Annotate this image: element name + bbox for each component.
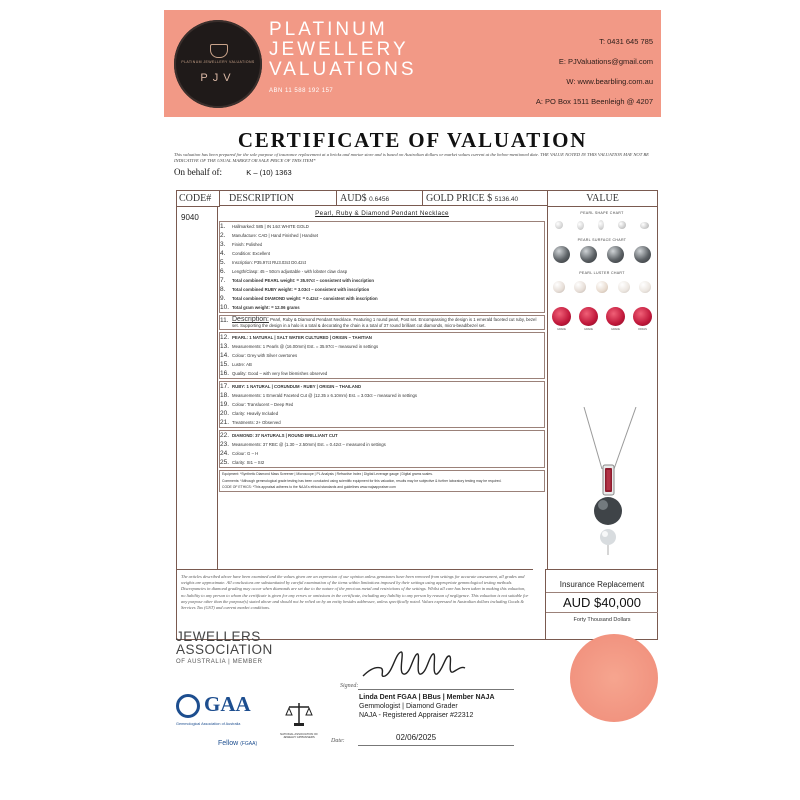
row-text: Colour: Translucent – Deep Red [232, 402, 294, 407]
row-text: DIAMOND: 37 NATURALS | ROUND BRILLIANT CUT [232, 433, 338, 438]
row-number: 25. [220, 459, 230, 466]
list-item [220, 258, 544, 267]
row-number: 20. [220, 410, 230, 417]
valuation-table [176, 190, 658, 640]
white-pearl-icon [553, 281, 565, 293]
logo-ring-text: PLATINUM JEWELLERY VALUATIONS [181, 60, 255, 64]
row-number: 3. [220, 241, 226, 248]
bottom-disclaimer: The articles described above have been examined and the values given are an expression of our opinion unless gemstones have been removed from settings for accurate assessment, all grades and weights are approximate. All conclusions are substantiated by careful examination of the items within limitations imposed by their settings using appropriate gemmological testing methods. Discrepancies in diamond grading may occur when diamonds are set due to the nature of the precious metal and restrictions of the settings. Whilst all care has been taken in making this valuation, no liability to any person to whom the certificate is given for any errors or omissions in the certificate, including any liability to any person by reason of negligence. This valuation is not suitable for any purpose other than the purpose(s) stated above and should not be relied on by an entity besides addressee, unless specifically noted. Values expressed in Australian dollars including Goods & Services Tax (GST) and current market conditions. [177, 569, 533, 638]
row-text: Colour: Grey with Silver overtones [232, 353, 298, 358]
row-number: 2. [220, 232, 226, 239]
list-item [220, 369, 544, 378]
naja-logo [276, 700, 322, 740]
list-item [220, 458, 544, 467]
row-text: Finish: Polished [232, 242, 263, 247]
row-number: 7. [220, 277, 226, 284]
pearl-group [219, 332, 545, 379]
row-number: 22. [220, 432, 230, 439]
ruby-label: GRADE [557, 328, 566, 331]
description-group [219, 315, 545, 330]
ruby-label: GRADE [584, 328, 593, 331]
brand-line: VALUATIONS [269, 59, 417, 80]
row-text: Lustre: AB [232, 362, 252, 367]
pearl-luster-chart [548, 281, 656, 293]
white-pearl-icon [639, 281, 651, 293]
list-item [220, 240, 544, 249]
white-pearl-icon [596, 281, 608, 293]
row-text: Treatments: 2+ Observed [232, 420, 281, 425]
fellow-sub: (FGAA) [240, 741, 258, 747]
col-aud [337, 191, 423, 206]
ruby-label: ORIGIN [638, 328, 647, 331]
white-pearl-icon [574, 281, 586, 293]
row-text: Measurements: 1 Emerald Faceted Cut @ (12.35 x 6.10mm) Est. = 3.03ct – measured in settings [232, 393, 418, 398]
divider [217, 206, 218, 569]
signer-registration: NAJA - Registered Appraiser #22312 [359, 712, 474, 719]
ruby-group [219, 381, 545, 428]
row-number: 21. [220, 419, 230, 426]
row-text: Total combined RUBY weight: = 3.03ct – consistent with inscription [232, 287, 370, 292]
fellow-label [218, 740, 257, 747]
list-item [220, 231, 544, 240]
ruby-icon [633, 307, 652, 326]
row-text: Total gram weight: = 12.06 grams [232, 305, 300, 310]
jewellers-association-logo [176, 630, 273, 669]
contact-address: A: PO Box 1511 Beenleigh @ 4207 [535, 97, 653, 106]
on-behalf-of [174, 167, 292, 177]
diamond-group [219, 430, 545, 468]
description-body: Pearl, Ruby & Diamond Pendant Necklace. Featuring 1 round pearl, Post set. Encompassing the design is 1 emerald faceted cut ruby, bezel set. Supporting the design in a halo is a total & decorating the chain is a total of 37 round brilliant cut diamonds, micro-bead/bezel set. [232, 317, 537, 328]
contact-web: W: www.bearbling.com.au [566, 77, 653, 86]
pearl-icon [618, 221, 626, 229]
row-number: 24. [220, 450, 230, 457]
description-caption: Description: [232, 316, 269, 323]
row-text: Measurements: 37 RBC @ (1.30 – 2.50mm) Est. = 0.42ct – measured in settings [232, 442, 386, 447]
row-text: Hallmarked: 585 | IN 14ct WHITE GOLD [232, 224, 309, 229]
ja-sub: OF AUSTRALIA | MEMBER [176, 659, 263, 665]
insurance-amount: AUD $40,000 [546, 592, 658, 613]
behalf-value: K – (10) 1363 [246, 168, 292, 177]
row-number: 18. [220, 392, 230, 399]
gaa-sub: Gemmological Association of Australia [176, 722, 241, 726]
pearl-shape-chart-title: PEARL SHAPE CHART [580, 211, 624, 215]
embossed-seal [570, 634, 658, 722]
general-group [219, 221, 545, 313]
list-item [220, 333, 544, 342]
tahitian-pearl-icon [553, 246, 570, 263]
pearl-shape-chart [548, 218, 656, 232]
col-code: CODE# [177, 191, 220, 207]
tahitian-pearl-icon [580, 246, 597, 263]
row-text: RUBY: 1 NATURAL | CORUNDUM - RUBY | ORIGIN – THAILAND [232, 384, 362, 389]
contact-phone: T: 0431 645 785 [599, 37, 653, 46]
item-attributes [219, 221, 545, 494]
ruby-chart [548, 307, 656, 326]
pearl-surface-chart-title: PEARL SURFACE CHART [577, 238, 627, 242]
row-text: Clarity: SI1 – SI2 [232, 460, 265, 465]
list-item [220, 267, 544, 276]
row-number: 13. [220, 343, 230, 350]
item-title: Pearl, Ruby & Diamond Pendant Necklace [315, 210, 449, 217]
signature-image [359, 646, 469, 686]
certificate-page [164, 10, 661, 752]
row-number: 14. [220, 352, 230, 359]
contact-block [463, 32, 653, 112]
ruby-icon [552, 307, 571, 326]
col-description: DESCRIPTION [219, 191, 337, 206]
row-text: Total combined PEARL weight: = 35.97ct – consistent with inscription [232, 278, 375, 283]
list-item [220, 316, 544, 329]
row-text: Condition: Excellent [232, 251, 270, 256]
ruby-icon [579, 307, 598, 326]
row-number: 8. [220, 286, 226, 293]
list-item [220, 418, 544, 427]
list-item [220, 440, 544, 449]
date-label: Date: [331, 738, 345, 744]
row-text: Length/Clasp: 45 – 50cm adjustable - with lobster claw clasp [232, 269, 348, 274]
row-number: 5. [220, 259, 226, 266]
pearl-icon [577, 221, 584, 230]
gold-value: 5136.40 [494, 196, 519, 203]
description-text [232, 316, 544, 329]
row-text: PEARL: 1 NATURAL | SALT WATER CULTURED | ORIGIN – TAHITIAN [232, 335, 372, 340]
scales-icon [285, 700, 313, 728]
list-item [220, 449, 544, 458]
date-line [358, 745, 514, 746]
insurance-label: Insurance Replacement [559, 580, 645, 589]
aud-label: AUD$ [340, 193, 367, 204]
ruby-label: GRADE [611, 328, 620, 331]
pearl-icon [555, 221, 563, 229]
header-band [164, 10, 661, 117]
top-disclaimer: This valuation has been prepared for the sole purpose of insurance replacement at a bricks and mortar store and is based on Australian dollars or market values current at the below-mentioned date. THE VALUE NOTED IN THIS VALUATION MAY NOT BE INDICATIVE OF THE USUAL MARKET OR SALE PRICE OF THIS ITEM* [174, 152, 649, 163]
gaa-text: GAA [204, 692, 251, 716]
equipment-note: Equipment: *Synthetic Diamond Mass Screener | Microscope | PL Analysis | Refractive Index | Digital Leverage gauge | Digital grams scales. [222, 472, 433, 476]
list-item [220, 431, 544, 440]
row-number: 15. [220, 361, 230, 368]
signer-role: Gemmologist | Diamond Grader [359, 703, 458, 710]
ruby-icon [606, 307, 625, 326]
row-number: 10. [220, 304, 230, 311]
brand-line: JEWELLERY [269, 39, 409, 60]
row-text: Manufacture: CAD | Hand Finished | Handset [232, 233, 319, 238]
col-value: VALUE [548, 191, 657, 207]
row-number: 16. [220, 370, 230, 377]
insurance-words: Forty Thousand Dollars [573, 617, 631, 623]
row-number: 4. [220, 250, 226, 257]
fellow-text: Fellow [218, 740, 239, 747]
list-item [220, 303, 544, 312]
list-item [220, 222, 544, 231]
ruby-chart-labels [548, 328, 656, 331]
comments-note: Comments: *Although gemmological grade testing has been conducted using scientific equipment for this valuation, results may be subjective & further laboratory testing may be required. [222, 478, 502, 483]
pendant-necklace-image [578, 407, 638, 567]
pearl-icon [640, 222, 649, 229]
list-item [220, 276, 544, 285]
signer-name: Linda Dent FGAA | BBus | Member NAJA [359, 694, 495, 701]
signed-label: Signed: [340, 683, 359, 689]
list-item [220, 351, 544, 360]
value-column [548, 207, 656, 569]
ja-line: JEWELLERS [176, 629, 261, 644]
insurance-box [545, 569, 658, 639]
list-item [220, 391, 544, 400]
pjv-logo [174, 20, 262, 108]
gem-icon [210, 44, 228, 58]
list-item [220, 409, 544, 418]
pearl-luster-chart-title: PEARL LUSTER CHART [579, 271, 625, 275]
signer-block [359, 693, 495, 720]
row-number: 12. [220, 334, 230, 341]
col-gold-price [423, 191, 548, 206]
notes-group [219, 470, 545, 492]
row-text: Total combined DIAMOND weight: = 0.42ct – consistent with inscription [232, 296, 378, 301]
row-text: Colour: G – H [232, 451, 259, 456]
tahitian-pearl-icon [607, 246, 624, 263]
tahitian-pearl-icon [634, 246, 651, 263]
row-number: 1. [220, 223, 226, 230]
list-item [220, 294, 544, 303]
naja-label: NATIONAL ASSOCIATION OF JEWELRY APPRAISERS [280, 732, 318, 740]
brand-name [269, 20, 469, 80]
row-number: 9. [220, 295, 226, 302]
abn-number: ABN 11 588 192 157 [269, 88, 334, 94]
row-number: 11. [220, 317, 229, 324]
ja-line: ASSOCIATION [176, 642, 273, 657]
list-item [220, 400, 544, 409]
ethics-note: CODE OF ETHICS: *This appraisal adheres to the NAJA's ethical standards and guidelines www.najaappraiser.com [222, 485, 396, 490]
contact-email: E: PJValuations@gmail.com [558, 57, 653, 66]
white-pearl-icon [618, 281, 630, 293]
row-text: Clarity: Heavily Included [232, 411, 279, 416]
row-number: 19. [220, 401, 230, 408]
pearl-icon [598, 220, 604, 230]
row-text: Measurements: 1 Pearls @ (16.00mm) Est. = 35.97ct – measured in settings [232, 344, 379, 349]
certificate-title: CERTIFICATE OF VALUATION [237, 128, 588, 152]
gaa-emblem-icon [176, 694, 200, 718]
list-item [220, 382, 544, 391]
row-text: Quality: Good – with very few blemishes observed [232, 371, 328, 376]
pearl-surface-chart [548, 246, 656, 263]
behalf-label: On behalf of: [174, 167, 222, 177]
item-code: 9040 [181, 213, 199, 222]
row-number: 17. [220, 383, 230, 390]
row-number: 23. [220, 441, 230, 448]
brand-line: PLATINUM [269, 19, 388, 40]
list-item [220, 249, 544, 258]
row-text: Inscription: P35.97ct RU3.03ct D0.42ct [232, 260, 307, 265]
list-item [220, 285, 544, 294]
aud-value: 0.6456 [369, 196, 390, 203]
gold-label: GOLD PRICE $ [426, 193, 493, 204]
logo-initials: PJV [200, 72, 236, 84]
list-item [220, 360, 544, 369]
date-value: 02/06/2025 [396, 733, 437, 742]
row-number: 6. [220, 268, 226, 275]
signature-line [358, 689, 514, 690]
list-item [220, 342, 544, 351]
